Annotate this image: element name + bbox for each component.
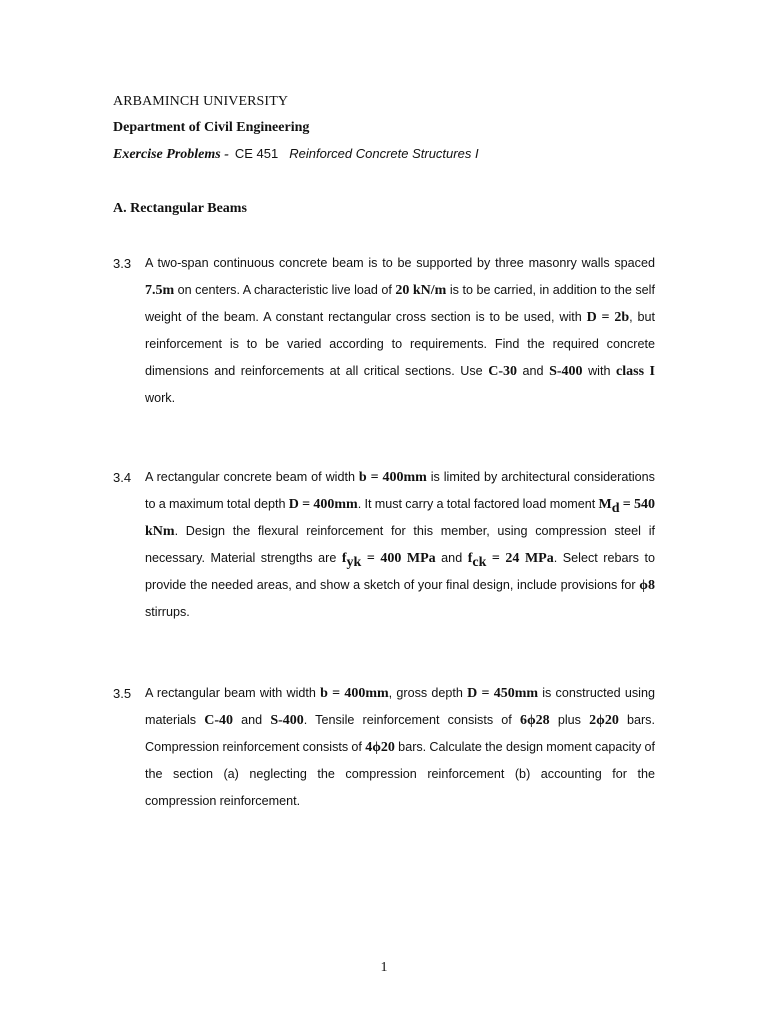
- bold-run: 4ϕ20: [365, 740, 395, 755]
- department-name: Department of Civil Engineering: [113, 120, 310, 135]
- exercise-label: Exercise Problems -: [113, 147, 229, 162]
- text-run: bars. Calculate the design moment capacity of the section (a) neglecting the compression reinforcement (b) accounting for the compression reinforcement.: [145, 740, 655, 808]
- text-run: and: [516, 364, 550, 378]
- text-run: , but reinforcement is to be varied according to requirements. Find the required concrete dimensions and reinforcements at all critical sections. Use: [145, 310, 656, 378]
- course-code: CE 451: [234, 146, 279, 161]
- bold-run: = 540 kNm: [145, 497, 655, 539]
- bold-run: D = 2b: [586, 310, 630, 325]
- text-run: , gross depth: [388, 686, 468, 700]
- course-title: Reinforced Concrete Structures I: [289, 146, 479, 161]
- text-run: stirrups.: [145, 605, 190, 619]
- problem-text: [145, 680, 655, 815]
- text-run: . Tensile reinforcement consists of: [303, 713, 520, 727]
- bold-run: class I: [616, 364, 656, 379]
- bold-run: C-40: [204, 713, 234, 728]
- text-run: work.: [145, 391, 176, 405]
- section-title: A. Rectangular Beams: [113, 201, 247, 216]
- bold-run: M: [598, 497, 612, 512]
- bold-run: ϕ8: [639, 578, 655, 593]
- text-run: A two-span continuous concrete beam is to be supported by three masonry walls spaced: [145, 256, 655, 270]
- bold-run: b = 400mm: [320, 686, 389, 701]
- bold-run: 6ϕ28: [519, 713, 550, 728]
- bold-run: D = 450mm: [467, 686, 539, 701]
- page-number: 1: [380, 960, 388, 975]
- problem-number: 3.4: [113, 470, 132, 485]
- text-run: is limited by architectural considerations to a maximum total depth: [145, 470, 655, 511]
- text-run: is constructed using materials: [145, 686, 655, 727]
- text-run: is to be carried, in addition to the self weight of the beam. A constant rectangular cross section is to be used, with: [145, 283, 655, 324]
- problem-text: [145, 250, 655, 412]
- bold-run: = 400 MPa: [361, 551, 436, 566]
- text-run: . Select rebars to provide the needed areas, and show a sketch of your final design, include provisions for: [145, 551, 655, 592]
- bold-run: = 24 MPa: [486, 551, 554, 566]
- subscript-run: ck: [472, 554, 487, 570]
- bold-run: b = 400mm: [358, 470, 427, 485]
- text-run: A rectangular beam with width: [145, 686, 321, 700]
- bold-run: S-400: [549, 364, 583, 379]
- bold-run: f: [341, 551, 347, 566]
- university-name: ARBAMINCH UNIVERSITY: [113, 94, 289, 109]
- text-run: on centers. A characteristic live load of: [174, 283, 396, 297]
- text-run: . It must carry a total factored load moment: [357, 497, 599, 511]
- bold-run: D = 400mm: [288, 497, 358, 512]
- problem-number: 3.5: [113, 686, 132, 701]
- text-run: and: [435, 551, 468, 565]
- subscript-run: d: [611, 500, 620, 516]
- text-run: A rectangular concrete beam of width: [145, 470, 359, 484]
- bold-run: S-400: [270, 713, 304, 728]
- exercise-heading: [113, 147, 479, 162]
- bold-run: f: [467, 551, 473, 566]
- subscript-run: yk: [346, 554, 362, 570]
- bold-run: 2ϕ20: [589, 713, 619, 728]
- text-run: plus: [549, 713, 590, 727]
- bold-run: 7.5m: [145, 283, 175, 298]
- problem-number: 3.3: [113, 256, 132, 271]
- text-run: with: [582, 364, 617, 378]
- text-run: . Design the flexural reinforcement for this member, using compression steel if necessary. Material strengths are: [145, 524, 655, 565]
- bold-run: C-30: [488, 364, 517, 379]
- text-run: and: [233, 713, 271, 727]
- problem-text: [145, 464, 655, 626]
- bold-run: 20 kN/m: [395, 283, 447, 298]
- text-run: bars. Compression reinforcement consists of: [145, 713, 655, 754]
